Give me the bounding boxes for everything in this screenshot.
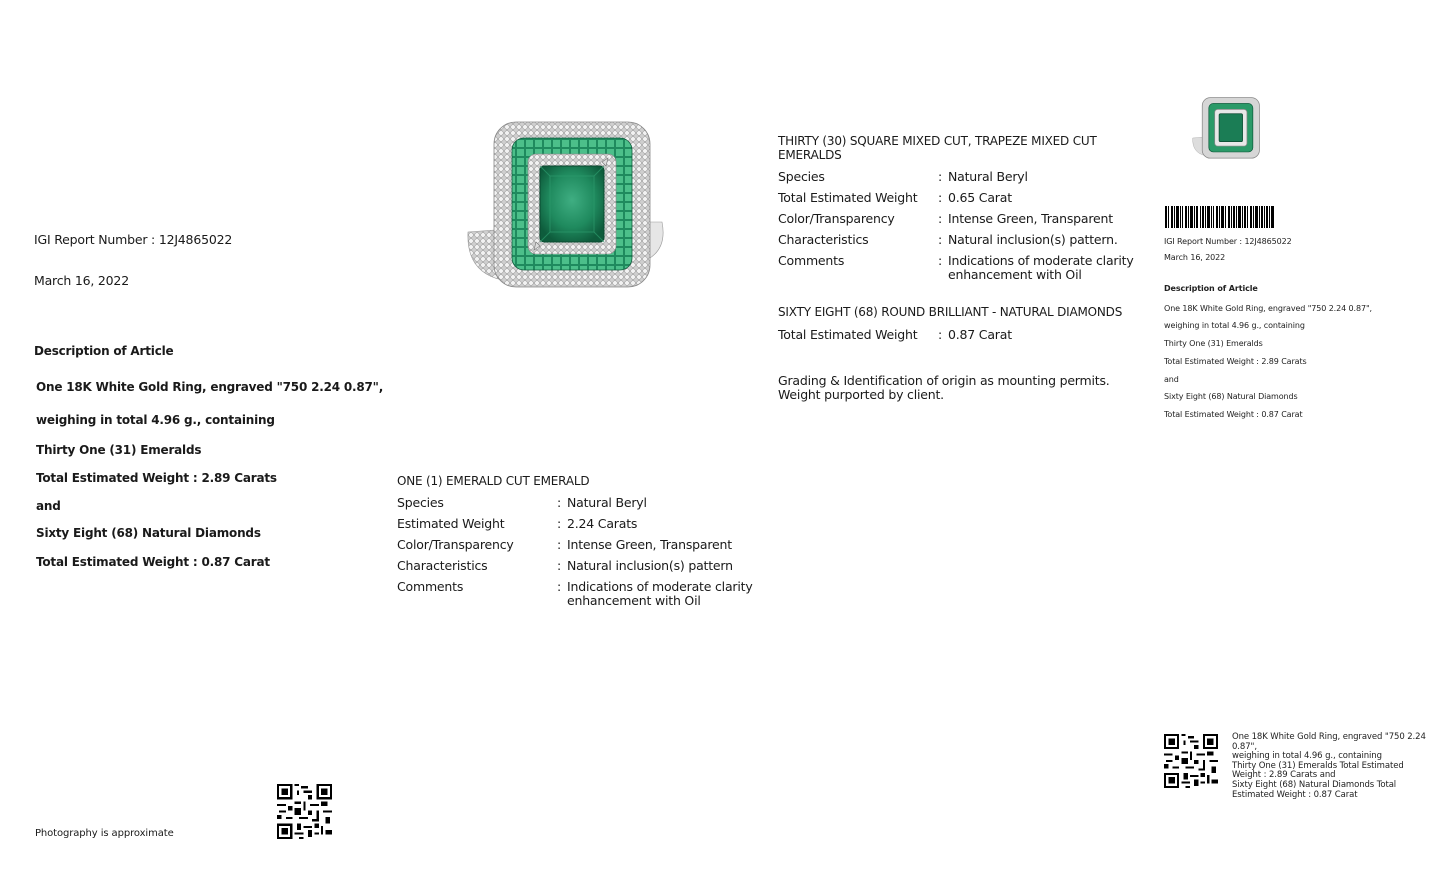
row-colon: : — [938, 190, 943, 205]
description-line: Thirty One (31) Emeralds — [36, 443, 202, 457]
ring-photo — [462, 112, 672, 292]
report-date: March 16, 2022 — [34, 273, 129, 288]
grading-note-line: Weight purported by client. — [778, 387, 944, 402]
qr-caption-line: Thirty One (31) Emeralds Total Estimated — [1232, 760, 1404, 771]
description-line: and — [36, 499, 61, 513]
right-description-heading: Description of Article — [1164, 284, 1258, 293]
row-label: Comments — [778, 253, 845, 268]
row-value: Natural inclusion(s) pattern — [567, 558, 733, 573]
row-label: Color/Transparency — [778, 211, 895, 226]
row-colon: : — [557, 537, 562, 552]
side-emeralds-title: THIRTY (30) SQUARE MIXED CUT, TRAPEZE MIXED CUT EMERALDS — [778, 134, 1097, 162]
description-line: One 18K White Gold Ring, engraved "750 2.24 0.87", — [1164, 304, 1372, 313]
table-row — [397, 580, 757, 610]
row-value: 0.65 Carat — [948, 190, 1012, 205]
qr-caption-line: 0.87", — [1232, 741, 1257, 752]
description-line: Total Estimated Weight : 0.87 Carat — [1164, 410, 1303, 419]
table-row — [397, 538, 757, 554]
row-colon: : — [938, 327, 943, 342]
row-value: Intense Green, Transparent — [948, 211, 1113, 226]
row-colon: : — [557, 579, 562, 594]
right-report-date: March 16, 2022 — [1164, 253, 1226, 262]
row-value: Natural inclusion(s) pattern. — [948, 232, 1118, 247]
table-row — [778, 191, 1138, 207]
row-colon: : — [557, 558, 562, 573]
table-row — [778, 254, 1138, 284]
description-line: weighing in total 4.96 g., containing — [36, 413, 275, 427]
description-line: Sixty Eight (68) Natural Diamonds — [1164, 392, 1298, 401]
qr-caption-line: Weight : 2.89 Carats and — [1232, 770, 1336, 781]
table-row — [397, 559, 757, 575]
row-colon: : — [557, 495, 562, 510]
row-colon: : — [938, 211, 943, 226]
row-colon: : — [938, 253, 943, 268]
description-line: Total Estimated Weight : 2.89 Carats — [36, 471, 277, 485]
row-label: Characteristics — [397, 558, 488, 573]
row-value: Intense Green, Transparent — [567, 537, 732, 552]
table-row — [397, 496, 757, 512]
grading-note-line: Grading & Identification of origin as mounting permits. — [778, 373, 1110, 388]
row-value: 2.24 Carats — [567, 516, 638, 531]
table-row — [778, 212, 1138, 228]
row-value: 0.87 Carat — [948, 327, 1012, 342]
row-label: Comments — [397, 579, 464, 594]
center-stone-title: ONE (1) EMERALD CUT EMERALD — [397, 474, 590, 488]
grading-note — [778, 374, 1110, 402]
row-label: Color/Transparency — [397, 537, 514, 552]
row-value: Indications of moderate clarity enhancement with Oil — [567, 579, 753, 608]
qr-code[interactable] — [1164, 734, 1218, 788]
row-label: Species — [397, 495, 444, 510]
right-report-number: IGI Report Number : 12J4865022 — [1164, 237, 1292, 246]
qr-caption-line: One 18K White Gold Ring, engraved "750 2.24 — [1232, 732, 1426, 742]
report-number: IGI Report Number : 12J4865022 — [34, 232, 233, 247]
qr-caption — [1232, 733, 1426, 800]
row-colon: : — [938, 169, 943, 184]
table-row — [778, 170, 1138, 186]
description-line: Sixty Eight (68) Natural Diamonds — [36, 526, 261, 540]
row-value: Indications of moderate clarity enhancement with Oil — [948, 253, 1134, 282]
barcode — [1165, 206, 1275, 228]
table-row — [778, 233, 1138, 249]
table-row — [778, 328, 1138, 344]
row-colon: : — [938, 232, 943, 247]
description-line: Thirty One (31) Emeralds — [1164, 339, 1263, 348]
description-line: Total Estimated Weight : 2.89 Carats — [1164, 357, 1307, 366]
row-colon: : — [557, 516, 562, 531]
row-label: Species — [778, 169, 825, 184]
qr-code[interactable] — [277, 784, 332, 839]
description-line: One 18K White Gold Ring, engraved "750 2.24 0.87", — [36, 380, 384, 394]
description-line: and — [1164, 375, 1179, 384]
table-row — [397, 517, 757, 533]
description-line: Total Estimated Weight : 0.87 Carat — [36, 555, 270, 569]
qr-caption-line: Sixty Eight (68) Natural Diamonds Total — [1232, 779, 1397, 790]
qr-caption-line: Estimated Weight : 0.87 Carat — [1232, 789, 1358, 800]
diamonds-title: SIXTY EIGHT (68) ROUND BRILLIANT - NATURAL DIAMONDS — [778, 305, 1123, 319]
row-label: Total Estimated Weight — [778, 190, 918, 205]
photography-note: Photography is approximate — [35, 828, 174, 839]
row-value: Natural Beryl — [567, 495, 647, 510]
row-label: Estimated Weight — [397, 516, 505, 531]
row-label: Characteristics — [778, 232, 869, 247]
qr-caption-line: weighing in total 4.96 g., containing — [1232, 751, 1382, 762]
row-label: Total Estimated Weight — [778, 327, 918, 342]
ring-thumbnail — [1186, 94, 1272, 160]
description-line: weighing in total 4.96 g., containing — [1164, 321, 1305, 330]
row-value: Natural Beryl — [948, 169, 1028, 184]
description-heading: Description of Article — [34, 344, 174, 358]
